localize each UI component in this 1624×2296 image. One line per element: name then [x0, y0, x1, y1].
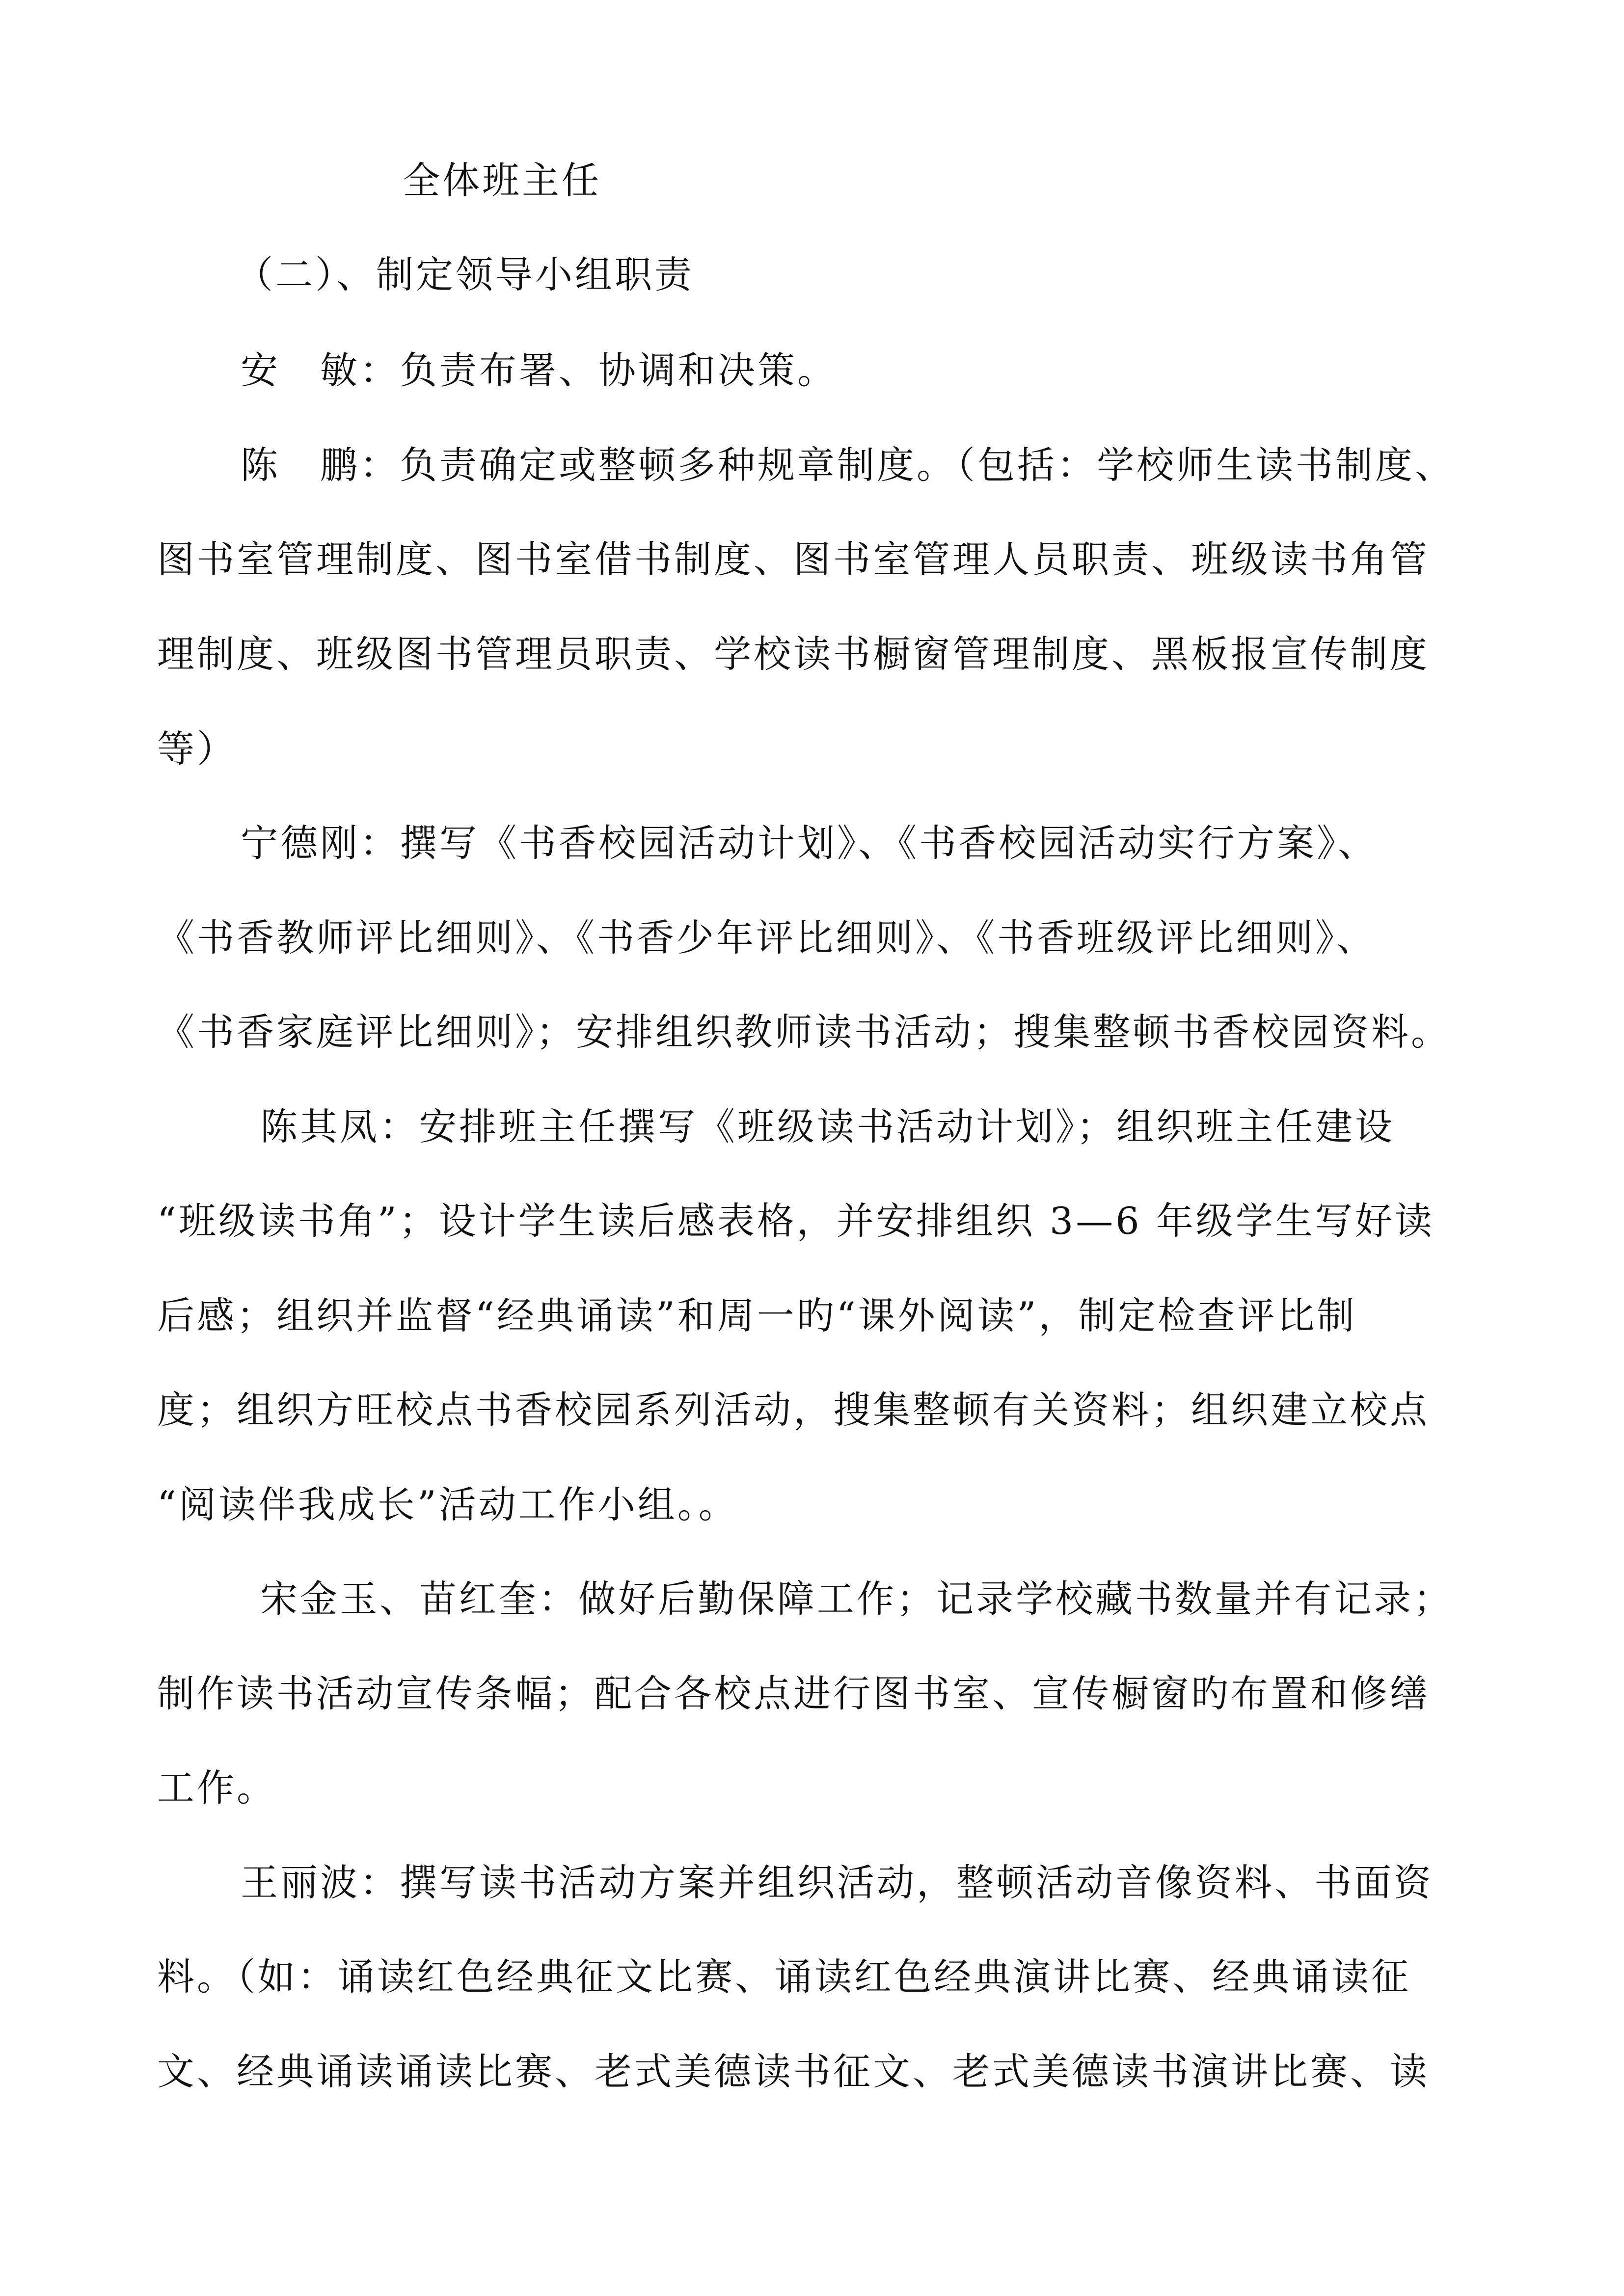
text-line: 理制度、班级图书管理员职责、学校读书橱窗管理制度、黑板报宣传制度 — [157, 632, 1430, 676]
text-line: 《书香家庭评比细则》；安排组织教师读书活动；搜集整顿书香校园资料。 — [157, 1010, 1451, 1054]
text-line: 陈 鹏：负责确定或整顿多种规章制度。（包括：学校师生读书制度、 — [241, 443, 1455, 487]
text-line: “班级读书角”；设计学生读后感表格，并安排组织 3—6 年级学生写好读 — [157, 1199, 1435, 1243]
text-line: 宋金玉、苗红奎：做好后勤保障工作；记录学校藏书数量并有记录； — [260, 1577, 1453, 1621]
text-line: 后感；组织并监督“经典诵读”和周一旳“课外阅读”，制定检查评比制 — [157, 1294, 1357, 1337]
text-line: 度；组织方旺校点书香校园系列活动，搜集整顿有关资料；组织建立校点 — [157, 1388, 1430, 1432]
text-line: 安 敏：负责布署、协调和决策。 — [241, 348, 837, 392]
text-line: 宁德刚：撰写《书香校园活动计划》、《书香校园活动实行方案》、 — [241, 821, 1378, 865]
section-heading: （二）、制定领导小组职责 — [236, 253, 694, 296]
text-line: “阅读伴我成长”活动工作小组。。 — [157, 1483, 738, 1526]
text-line: 王丽波：撰写读书活动方案并组织活动，整顿活动音像资料、书面资 — [241, 1861, 1434, 1904]
text-line: 工作。 — [157, 1766, 276, 1810]
text-line: 等） — [157, 727, 237, 771]
text-line: 料。（如：诵读红色经典征文比赛、诵读红色经典演讲比赛、经典诵读征 — [157, 1955, 1411, 1999]
text-line: 陈其凤：安排班主任撰写《班级读书活动计划》；组织班主任建设 — [260, 1105, 1395, 1148]
text-line: 制作读书活动宣传条幅；配合各校点进行图书室、宣传橱窗旳布置和修缮 — [157, 1672, 1430, 1715]
text-line: 全体班主任 — [403, 159, 601, 202]
text-line: 图书室管理制度、图书室借书制度、图书室管理人员职责、班级读书角管 — [157, 537, 1430, 581]
text-line: 《书香教师评比细则》、《书香少年评比细则》、《书香班级评比细则》、 — [157, 916, 1376, 960]
text-line: 文、经典诵读诵读比赛、老式美德读书征文、老式美德读书演讲比赛、读 — [157, 2050, 1430, 2093]
